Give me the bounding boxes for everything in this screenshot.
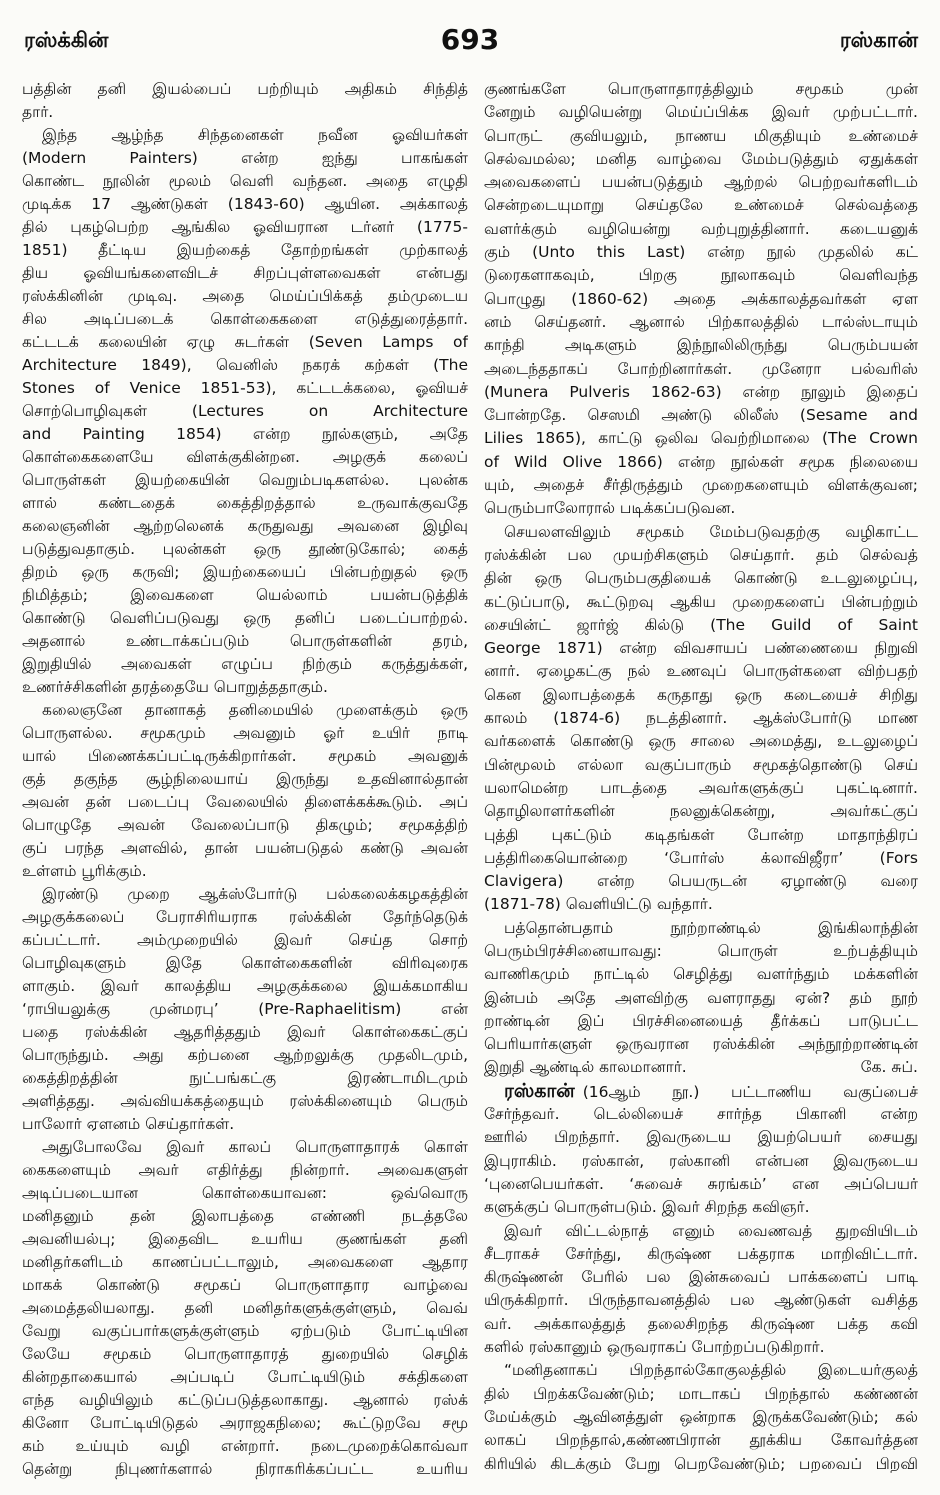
text-line <box>484 987 918 1010</box>
line-text: இரண்டு முறை ஆக்ஸ்போர்டு பல்கலைக்கழகத்தின் <box>42 885 468 903</box>
line-text: பொழுது (1860-62) அதை அக்காலத்தவர்கள் ஏள <box>484 289 918 308</box>
text-line <box>484 1056 918 1079</box>
line-text: மாகக் கொண்டு சமூகப் பொருளாதார வாழ்வை <box>22 1276 468 1294</box>
text-line <box>484 125 918 148</box>
text-line <box>484 1150 918 1173</box>
text-line <box>22 1458 468 1481</box>
text-line <box>22 1159 468 1182</box>
line-text: ரஸ்க்கின் பல முயற்சிகளும் செய்தார். தம் செல்வத் <box>484 545 918 564</box>
line-text: சையின்ட் ஜார்ஜ் கில்டு (The Guild of Saint <box>484 615 918 634</box>
text-line <box>22 584 468 607</box>
line-text: இன்பம் அதே அளவிற்கு வளராதது ஏன்? தம் நூற் <box>484 988 918 1007</box>
line-text: அவன் தன் படைப்பு வேலையில் திளைக்கக்கூடும். அப் <box>22 793 468 811</box>
text-line <box>484 334 918 357</box>
text-line <box>22 446 468 469</box>
text-line <box>22 1366 468 1389</box>
line-text: குணங்களே பொருளாதாரத்திலும் சமூகம் முன் <box>484 80 918 98</box>
line-text: னம் செய்தனர். ஆனால் பிற்காலத்தில் டால்ஸ்டாயும் <box>484 312 918 331</box>
text-line <box>484 1010 918 1033</box>
line-text: திறம் ஒரு கருவி; இயற்கையைப் பின்பற்றுதல் ஒரு <box>22 563 468 581</box>
text-line <box>22 1044 468 1067</box>
text-line <box>22 699 468 722</box>
line-text: பெரும்பாலோரால் படிக்கப்படுவன. <box>484 499 736 518</box>
paragraph <box>484 521 918 917</box>
line-text: ரஸ்க்கினின் முடிவு. அதை மெய்ப்பிக்கத் தம்முடைய <box>22 287 468 305</box>
text-line <box>22 906 468 929</box>
line-text: அமைத்தலியலாது. தனி மனிதர்களுக்குள்ளும், வெவ் <box>22 1299 468 1317</box>
line-text: George 1871) என்ற விவசாயப் பண்ணையை நிறுவி <box>484 639 918 658</box>
text-line <box>22 1412 468 1435</box>
line-text: கட்டுப்பாடு, கூட்டுறவு ஆகிய முறைகளைப் பின்பற்றும் <box>484 592 918 611</box>
paragraph <box>484 1359 918 1475</box>
line-text: பொருள்கள் இயற்கையின் வெறும்படிகளல்ல. புலன்க <box>22 471 468 489</box>
line-text: தார். <box>22 103 54 121</box>
line-text: கைகளையும் அவர் எதிர்த்து நின்றார். அவைகளுள் <box>22 1161 468 1179</box>
text-line <box>22 630 468 653</box>
line-text: கப்பட்டார். அம்முறையில் இவர் செய்த சொற் <box>22 931 468 949</box>
line-text: அடைந்ததாகப் போற்றினார்கள். முனேரா பல்வரிஸ் <box>484 359 918 378</box>
text-line <box>484 824 918 847</box>
line-text: செல்வமல்ல; மனித வாழ்வை மேம்படுத்தும் ஏதுக்கள் <box>484 149 918 168</box>
line-text: யிருக்கிறார். பிருந்தாவனத்தில் பல ஆண்டுகள் வசித்த <box>484 1291 918 1310</box>
text-line <box>484 917 918 940</box>
text-line <box>22 78 468 101</box>
line-text: Stones of Venice 1851-53), கட்டடக்கலை, ஓவியச் <box>22 379 468 397</box>
line-text: குப் பரந்த அளவில், தான் பயன்படுதல் கண்டு அவன் <box>22 839 468 857</box>
right-column <box>484 78 918 1476</box>
line-text: காலம் (1874-6) நடத்தினார். ஆக்ஸ்போர்டு மாண <box>484 709 918 728</box>
text-line <box>484 870 918 893</box>
line-text: அடிப்படையான கொள்கையாவன: ஒவ்வொரு <box>22 1184 468 1202</box>
text-line <box>22 492 468 515</box>
text-line <box>22 423 468 446</box>
text-line <box>484 893 918 916</box>
text-line <box>484 1080 918 1103</box>
text-line <box>484 1429 918 1452</box>
line-text: சில அடிப்படைக் கொள்கைகளை எடுத்துரைத்தார். <box>22 310 468 328</box>
text-line <box>484 451 918 474</box>
line-text: பத்தின் தனி இயல்பைப் பற்றியும் அதிகம் சிந்தித் <box>22 80 468 98</box>
paragraph <box>484 78 918 521</box>
line-text: Clavigera) என்ற பெயருடன் ஏழாண்டு வரை <box>484 872 918 891</box>
line-text: னேறும் வழியென்று மெய்ப்பிக்க இவர் முற்பட்டார். <box>484 103 918 122</box>
line-text: ளாகும். இவர் காலத்திய அழகுக்கலை இயக்கமாகிய <box>22 977 468 995</box>
paragraph <box>22 1136 468 1481</box>
line-text: டுரைகளாகவும், பிறகு நூலாகவும் வெளிவந்த <box>484 266 918 285</box>
text-line <box>22 538 468 561</box>
text-line <box>22 1435 468 1458</box>
text-line <box>484 1173 918 1196</box>
line-text: யும், அதைச் சீர்திருத்தும் முறைகளையும் விளக்குவன; <box>484 476 918 495</box>
line-text: செயலளவிலும் சமூகம் மேம்படுவதற்கு வழிகாட்ட <box>504 522 918 541</box>
line-text: (16ஆம் நூ.) பட்டாணிய வகுப்பைச் <box>582 1082 918 1101</box>
text-line <box>22 561 468 584</box>
text-line <box>484 1033 918 1056</box>
paragraph <box>484 917 918 1080</box>
text-line <box>484 963 918 986</box>
line-text: கிருஷ்ணன் பேரில் பல இன்சுவைப் பாக்களைப் பாடி <box>484 1268 918 1287</box>
paragraph <box>22 124 468 699</box>
text-line <box>484 404 918 427</box>
text-line <box>484 1289 918 1312</box>
text-line <box>22 653 468 676</box>
text-line <box>484 614 918 637</box>
line-text: வர்களைக் கொண்டு ஒரு சாலை அமைத்து, உடலுழைப் <box>484 732 918 751</box>
text-line <box>484 1243 918 1266</box>
line-text: கலைஞனின் ஆற்றலெனக் கருதுவது அவனை இழிவு <box>22 517 468 535</box>
text-line <box>484 1196 918 1219</box>
line-text: இறுதி ஆண்டில் காலமானார். <box>484 1058 687 1077</box>
text-line <box>22 1343 468 1366</box>
text-line <box>22 745 468 768</box>
text-line <box>484 218 918 241</box>
text-line <box>22 1274 468 1297</box>
line-text: 1851) தீட்டிய இயற்கைத் தோற்றங்கள் முற்காலத் <box>22 241 468 259</box>
line-text: யலாமென்ற பாடத்தை அவர்களுக்குப் புகட்டினார். <box>484 778 918 797</box>
line-text: தில் புகழ்பெற்ற ஆங்கில ஓவியரான டர்னர் (1775- <box>22 218 468 236</box>
line-text: இபுராகிம். ரஸ்கான், ரஸ்கானி என்பன இவருடைய <box>484 1151 918 1170</box>
paragraph <box>22 699 468 883</box>
text-line <box>484 940 918 963</box>
text-line <box>22 1090 468 1113</box>
text-line <box>22 1320 468 1343</box>
line-text: பத்திரிகையொன்றை ‘போர்ஸ் க்லாவிஜீரா’ (Fors <box>484 848 918 867</box>
line-text: கினோ போட்டியிடுதல் அராஜகநிலை; கூட்டுறவே சமூ <box>22 1414 468 1432</box>
text-line <box>484 474 918 497</box>
text-line <box>22 262 468 285</box>
text-line <box>484 194 918 217</box>
text-line <box>22 1297 468 1320</box>
line-text: ‘புனைபெயர்கள். ‘சுவைச் சுரங்கம்’ என அப்பெயர் <box>484 1174 918 1193</box>
line-text: “மனிதனாகப் பிறந்தால்கோகுலத்தில் இடையர்குலத் <box>504 1361 918 1380</box>
line-text: கொள்கைகளையே விளக்குகின்றன. அழகுக் கலைப் <box>22 448 468 466</box>
text-line <box>484 288 918 311</box>
text-line <box>22 101 468 124</box>
text-line <box>22 860 468 883</box>
text-line <box>484 1103 918 1126</box>
text-line <box>484 730 918 753</box>
text-line <box>484 264 918 287</box>
text-line <box>484 241 918 264</box>
line-text: and Painting 1854) என்ற நூல்களும், அதே <box>22 425 468 443</box>
line-text: கம் உய்யும் வழி என்றார். நடைமுறைக்கொவ்வா <box>22 1437 468 1455</box>
text-line <box>22 193 468 216</box>
line-text: முடிக்க 17 ஆண்டுகள் (1843-60) ஆயின. அக்காலத் <box>22 195 468 213</box>
text-line <box>484 101 918 124</box>
text-line <box>22 239 468 262</box>
text-line <box>484 1383 918 1406</box>
line-text: அவனியல்பு; இதைவிட உயரிய குணங்கள் தனி <box>22 1230 468 1248</box>
text-line <box>22 722 468 745</box>
text-line <box>22 1021 468 1044</box>
line-text: கொண்ட நூலின் மூலம் வெளி வந்தன. அதை எழுதி <box>22 172 468 190</box>
line-text: எந்த வழியிலும் கட்டுப்படுத்தலாகாது. ஆனால் ரஸ்க் <box>22 1391 468 1409</box>
line-text: கிரியில் கிடக்கும் பேறு பெறவேண்டும்; பறவைப் பிறவி <box>484 1454 918 1473</box>
text-line <box>22 676 468 699</box>
line-text: Architecture 1849), வெனிஸ் நகரக் கற்கள் (The <box>22 356 468 374</box>
line-text: லேயே சமூகம் பொருளாதாரத் துறையில் செழிக் <box>22 1345 468 1363</box>
text-line <box>484 1453 918 1476</box>
line-text: கைத்திறத்தின் நுட்பங்கட்கு இரண்டாமிடமும் <box>22 1069 468 1087</box>
line-text: பொருட் குவியலும், நாணய மிகுதியும் உண்மைச் <box>484 126 918 145</box>
line-text: திய ஓவியங்களைவிடச் சிறப்புள்ளவைகள் என்பது <box>22 264 468 282</box>
line-text: பாலோர் ஏளனம் செய்தார்கள். <box>22 1115 235 1133</box>
line-text: வர். அக்காலத்துத் தலைசிறந்த கிருஷ்ண பக்த கவி <box>484 1314 918 1333</box>
text-line <box>484 567 918 590</box>
line-text: (Modern Painters) என்ற ஐந்து பாகங்கள் <box>22 149 468 167</box>
line-text: இறுதியில் அவைகள் எழுப்ப நிற்கும் கருத்துக்கள், <box>22 655 468 673</box>
line-text: பெரும்பிரச்சினையாவது: பொருள் உற்பத்தியும் <box>484 941 918 960</box>
text-line <box>22 1182 468 1205</box>
line-text: வாணிகமும் நாட்டில் செழித்து வளர்ந்தும் மக்களின் <box>484 965 918 984</box>
line-text: ளால் கண்டதைக் கைத்திறத்தால் உருவாக்குவதே <box>22 494 468 512</box>
text-line <box>22 975 468 998</box>
line-text: னார். ஏழைகட்கு நல் உணவுப் பொருள்களை விற்பதற் <box>484 662 918 681</box>
line-text: (1871-78) வெளியிட்டு வந்தார். <box>484 895 713 914</box>
line-text: கொண்டு வெளிப்படுவது ஒரு தனிப் படைப்பாற்றல். <box>22 609 468 627</box>
author-signature: கே. சுப். <box>860 1058 918 1077</box>
line-text: பத்தொன்பதாம் நூற்றாண்டில் இங்கிலாந்தின் <box>504 918 918 937</box>
line-text: அளித்தது. அவ்வியக்கத்தையும் ரஸ்க்கினையும் பெரும் <box>22 1092 468 1110</box>
line-text: புத்தி புகட்டும் கடிதங்கள் போன்ற மாதாந்திரப் <box>484 825 918 844</box>
line-text: தின் ஒரு பெரும்பகுதியைக் கொண்டு உடலுழைப்பு, <box>484 569 918 588</box>
text-line <box>22 400 468 423</box>
line-text: சொற்பொழிவுகள் (Lectures on Architecture <box>22 402 468 420</box>
text-line <box>22 1389 468 1412</box>
text-line <box>22 515 468 538</box>
text-line <box>484 497 918 520</box>
line-text: அதனால் உண்டாக்கப்படும் பொருள்களின் தரம், <box>22 632 468 650</box>
text-line <box>484 1220 918 1243</box>
line-text: கின்றதாகையால் அப்படிப் போட்டியிடும் சக்திகளை <box>22 1368 468 1386</box>
line-text: மனிதனும் தன் இலாபத்தை எண்ணி நடத்தலே <box>22 1207 468 1225</box>
text-line <box>22 1251 468 1274</box>
text-line <box>22 929 468 952</box>
text-line <box>22 1136 468 1159</box>
text-line <box>22 147 468 170</box>
text-line <box>22 837 468 860</box>
text-line <box>484 777 918 800</box>
line-text: பதை ரஸ்க்கின் ஆதரித்ததும் இவர் கொள்கைகட்குப் <box>22 1023 468 1041</box>
line-text: சென்றடையுமாறு செய்தலே உண்மைச் செல்வத்தை <box>484 196 918 215</box>
line-text: இந்த ஆழ்ந்த சிந்தனைகள் நவீன ஓவியர்கள் <box>42 126 468 144</box>
line-text: கும் (Unto this Last) என்ற நூல் முதலில் கட் <box>484 243 918 262</box>
text-line <box>484 1336 918 1359</box>
line-text: காந்தி அடிகளும் இந்நூலிலிருந்து பெரும்பயன் <box>484 336 918 355</box>
line-text: பெரியார்களுள் ஒருவரான ரஸ்க்கின் அந்நூற்றாண்டின் <box>484 1035 918 1054</box>
text-line <box>484 1359 918 1382</box>
line-text: தொழிலாளர்களின் நலனுக்கென்று, அவர்கட்குப் <box>484 802 918 821</box>
line-text: (Munera Pulveris 1862-63) என்ற நூலும் இதைப் <box>484 382 918 401</box>
line-text: மனிதர்களிடம் காணப்பட்டாலும், அவைகளை ஆதார <box>22 1253 468 1271</box>
line-text: ஊரில் பிறந்தார். இவருடைய இயற்பெயர் சையது <box>484 1128 918 1147</box>
line-text: களில் ரஸ்கானும் ஒருவராகப் போற்றப்படுகிறார். <box>484 1338 825 1357</box>
text-line <box>484 311 918 334</box>
text-line <box>484 544 918 567</box>
running-head-left: ரஸ்க்கின் <box>24 28 109 52</box>
line-text: கட்டடக் கலையின் ஏழு சுடர்கள் (Seven Lamps of <box>22 333 468 351</box>
text-line <box>484 1126 918 1149</box>
text-line <box>484 684 918 707</box>
line-text: உள்ளம் பூரிக்கும். <box>22 862 147 880</box>
line-text: களுக்குப் பொருள்படும். இவர் சிறந்த கவிஞர். <box>484 1198 810 1217</box>
entry-headword: ரஸ்கான் <box>504 1079 575 1102</box>
line-text: போன்றதே. செஸமி அண்டு லிலீஸ் (Sesame and <box>484 406 918 425</box>
running-head-right: ரஸ்கான் <box>839 28 918 52</box>
text-line <box>22 216 468 239</box>
line-text: பின்மூலம் எல்லா வகுப்பாரும் சமூகத்தொண்டு செய் <box>484 755 918 774</box>
text-line <box>22 1205 468 1228</box>
text-line <box>484 1266 918 1289</box>
text-line <box>484 148 918 171</box>
text-line <box>22 308 468 331</box>
line-text: படுத்துவதாகும். புலன்கள் ஒரு தூண்டுகோல்; கைத் <box>22 540 468 558</box>
line-text: பொழுதே அவன் வேலைப்பாடு திகழும்; சமூகத்திற் <box>22 816 468 834</box>
line-text: உணர்ச்சிகளின் தரத்தையே பொறுத்ததாகும். <box>22 678 328 696</box>
text-line <box>22 768 468 791</box>
text-line <box>22 377 468 400</box>
text-line <box>22 791 468 814</box>
line-text: கென இலாபத்தைக் கருதாது ஒரு கடையைச் சிறிது <box>484 685 918 704</box>
text-line <box>22 469 468 492</box>
line-text: பொருந்தும். அது கற்பனை ஆற்றலுக்கு முதலிடமும், <box>22 1046 468 1064</box>
text-line <box>22 170 468 193</box>
text-line <box>484 754 918 777</box>
left-column <box>22 78 468 1481</box>
line-text: றாண்டின் இப் பிரச்சினையைத் தீர்க்கப் பாடுபட்ட <box>484 1011 918 1030</box>
text-line <box>22 124 468 147</box>
text-line <box>484 1406 918 1429</box>
text-line <box>484 847 918 870</box>
line-text: குத் தகுந்த சூழ்நிலையாய் இருந்து உதவினால்தான் <box>22 770 468 788</box>
line-text: பொருளல்ல. சமூகமும் அவனும் ஓர் உயிர் நாடி <box>22 724 468 742</box>
text-line <box>22 354 468 377</box>
text-line <box>484 591 918 614</box>
text-line <box>22 952 468 975</box>
text-line <box>22 998 468 1021</box>
text-line <box>484 637 918 660</box>
line-text: சீடராகச் சேர்ந்து, கிருஷ்ண பக்தராக மாறிவிட்டார். <box>484 1244 918 1263</box>
line-text: இவர் விட்டல்நாத் எனும் வைணவத் துறவியிடம் <box>504 1221 918 1240</box>
line-text: தில் பிறக்கவேண்டும்; மாடாகப் பிறந்தால் கண்ணன் <box>484 1384 918 1403</box>
line-text: Lilies 1865), காட்டு ஒலிவ வெற்றிமாலை (The Crown <box>484 429 918 448</box>
paragraph <box>22 883 468 1136</box>
line-text: அதுபோலவே இவர் காலப் பொருளாதாரக் கொள் <box>42 1138 468 1156</box>
text-line <box>22 883 468 906</box>
text-line <box>22 331 468 354</box>
paragraph <box>484 1220 918 1360</box>
text-line <box>22 814 468 837</box>
text-line <box>484 707 918 730</box>
text-line <box>484 381 918 404</box>
line-text: அவைகளைப் பயன்படுத்தும் ஆற்றல் பெற்றவர்களிடம் <box>484 173 918 192</box>
text-line <box>22 1228 468 1251</box>
line-text: பொழிவுகளும் இதே கொள்கைகளின் விரிவுரைக <box>22 954 468 972</box>
line-text: கலைஞனே தானாகத் தனிமையில் முளைக்கும் ஒரு <box>42 701 468 719</box>
line-text: ‘ராபியலுக்கு முன்மரபு’ (Pre-Raphaelitism) என் <box>22 1000 468 1018</box>
text-line <box>484 358 918 381</box>
text-line <box>22 607 468 630</box>
line-text: சேர்ந்தவர். டெல்லியைச் சார்ந்த பிகானி என்ற <box>484 1105 918 1124</box>
entry-paragraph <box>484 1080 918 1220</box>
text-line <box>484 800 918 823</box>
line-text: வேறு வகுப்பார்களுக்குள்ளும் ஏற்படும் போட்டியின <box>22 1322 468 1340</box>
text-line <box>484 1313 918 1336</box>
line-text: அழகுக்கலைப் பேராசிரியராக ரஸ்க்கின் தேர்ந்தெடுக் <box>22 908 468 926</box>
text-line <box>22 1067 468 1090</box>
line-text: தென்று நிபுணர்களால் நிராகரிக்கப்பட்ட உயரிய <box>22 1460 468 1478</box>
line-text: மேய்க்கும் ஆவினத்துள் ஒன்றாக இருக்கவேண்டும்; கல் <box>484 1407 918 1426</box>
text-line <box>484 78 918 101</box>
text-line <box>484 660 918 683</box>
line-text: யால் பிணைக்கப்பட்டிருக்கிறார்கள். சமூகம் அவனுக் <box>22 747 468 765</box>
line-text: நிமித்தம்; இவைகளை யெல்லாம் பயன்படுத்திக் <box>22 586 468 604</box>
text-line <box>484 171 918 194</box>
text-line <box>22 285 468 308</box>
line-text: of Wild Olive 1866) என்ற நூல்கள் சமூக நிலையை <box>484 452 918 471</box>
page-number: 693 <box>440 23 500 56</box>
text-line <box>484 521 918 544</box>
text-line <box>22 1113 468 1136</box>
text-line <box>484 427 918 450</box>
line-text: லாகப் பிறந்தால்,கண்ணபிரான் தூக்கிய கோவர்த்தன <box>484 1431 918 1450</box>
line-text: வளர்க்கும் வழியென்று வற்புறுத்தினார். கடையனுக் <box>484 219 918 238</box>
paragraph <box>22 78 468 124</box>
